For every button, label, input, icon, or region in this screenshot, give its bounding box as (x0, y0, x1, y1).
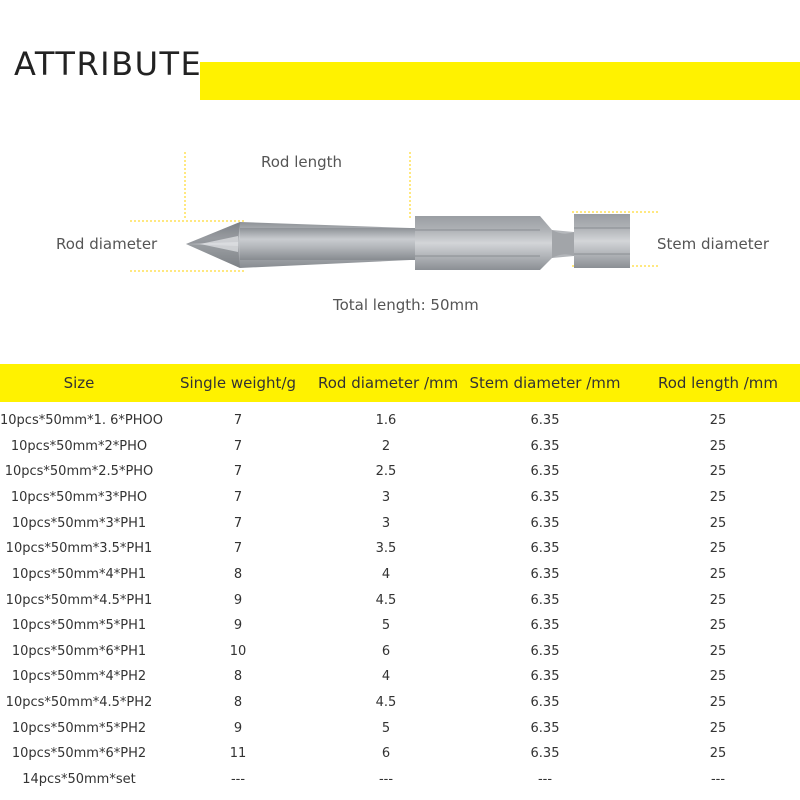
column-header-rod-diameter: Rod diameter /mm (318, 374, 459, 392)
table-row (0, 716, 800, 742)
table-row (0, 613, 800, 639)
table-row (0, 408, 800, 434)
cell-rod-length: 25 (709, 516, 727, 531)
cell-rod-length: 25 (709, 695, 727, 710)
cell-weight: 9 (233, 721, 243, 736)
cell-weight: 9 (233, 618, 243, 633)
cell-stem-diameter: 6.35 (530, 464, 560, 479)
cell-stem-diameter: 6.35 (530, 490, 560, 505)
cell-rod-diameter: 3.5 (375, 541, 397, 556)
table-row (0, 741, 800, 767)
cell-rod-diameter: 4 (381, 669, 391, 684)
table-row (0, 690, 800, 716)
cell-size: 10pcs*50mm*4.5*PH1 (5, 593, 153, 608)
cell-rod-diameter: 2.5 (375, 464, 397, 479)
cell-rod-length: 25 (709, 618, 727, 633)
cell-stem-diameter: 6.35 (530, 721, 560, 736)
cell-rod-diameter: 4.5 (375, 593, 397, 608)
cell-rod-diameter: 1.6 (375, 413, 397, 428)
cell-weight: 7 (233, 439, 243, 454)
cell-rod-length: --- (710, 772, 726, 787)
cell-size: 14pcs*50mm*set (22, 772, 136, 787)
table-row (0, 511, 800, 537)
cell-rod-diameter: 6 (381, 746, 391, 761)
table-row (0, 588, 800, 614)
cell-weight: 11 (229, 746, 247, 761)
cell-size: 10pcs*50mm*6*PH2 (11, 746, 147, 761)
cell-rod-length: 25 (709, 541, 727, 556)
cell-stem-diameter: 6.35 (530, 541, 560, 556)
table-row (0, 767, 800, 793)
cell-stem-diameter: 6.35 (530, 669, 560, 684)
cell-size: 10pcs*50mm*3*PHO (10, 490, 148, 505)
cell-stem-diameter: 6.35 (530, 593, 560, 608)
cell-weight: 7 (233, 413, 243, 428)
cell-weight: 10 (229, 644, 247, 659)
header-accent-bar (200, 62, 800, 100)
cell-size: 10pcs*50mm*4.5*PH2 (5, 695, 153, 710)
cell-stem-diameter: 6.35 (530, 413, 560, 428)
total-length-label: Total length: 50mm (333, 296, 479, 314)
stem-diameter-label: Stem diameter (657, 235, 770, 253)
cell-size: 10pcs*50mm*1. 6*PHOO (0, 413, 163, 428)
cell-stem-diameter: 6.35 (530, 644, 560, 659)
cell-weight: 7 (233, 464, 243, 479)
cell-rod-diameter: 4.5 (375, 695, 397, 710)
rod-length-label: Rod length (261, 153, 343, 171)
table-row (0, 562, 800, 588)
cell-size: 10pcs*50mm*5*PH1 (11, 618, 147, 633)
table-header (0, 364, 800, 402)
cell-weight: 7 (233, 490, 243, 505)
cell-size: 10pcs*50mm*2*PHO (10, 439, 148, 454)
bit-hex-shank (415, 216, 574, 270)
cell-rod-length: 25 (709, 721, 727, 736)
cell-size: 10pcs*50mm*5*PH2 (11, 721, 147, 736)
cell-weight: 7 (233, 516, 243, 531)
cell-rod-length: 25 (709, 490, 727, 505)
cell-rod-length: 25 (709, 644, 727, 659)
cell-stem-diameter: 6.35 (530, 439, 560, 454)
cell-size: 10pcs*50mm*3*PH1 (11, 516, 147, 531)
cell-rod-length: 25 (709, 413, 727, 428)
cell-weight: 8 (233, 669, 243, 684)
cell-rod-length: 25 (709, 746, 727, 761)
column-header-weight: Single weight/g (179, 374, 297, 392)
rod-diameter-label: Rod diameter (56, 235, 158, 253)
column-header-rod-length: Rod length /mm (657, 374, 779, 392)
cell-stem-diameter: 6.35 (530, 695, 560, 710)
cell-rod-length: 25 (709, 593, 727, 608)
bit-rod (240, 228, 415, 260)
column-header-stem-diameter: Stem diameter /mm (469, 374, 621, 392)
cell-weight: --- (230, 772, 246, 787)
table-row (0, 639, 800, 665)
cell-rod-length: 25 (709, 567, 727, 582)
page-title: ATTRIBUTE (14, 45, 203, 83)
cell-stem-diameter: 6.35 (530, 618, 560, 633)
cell-stem-diameter: 6.35 (530, 567, 560, 582)
cell-rod-diameter: 6 (381, 644, 391, 659)
cell-rod-diameter: 3 (381, 516, 391, 531)
cell-rod-length: 25 (709, 669, 727, 684)
bit-hex-end (574, 214, 630, 268)
cell-rod-diameter: 4 (381, 567, 391, 582)
cell-rod-diameter: 5 (381, 721, 391, 736)
table-row (0, 434, 800, 460)
cell-rod-length: 25 (709, 439, 727, 454)
table-row (0, 459, 800, 485)
cell-size: 10pcs*50mm*3.5*PH1 (5, 541, 153, 556)
table-row (0, 536, 800, 562)
cell-rod-diameter: --- (378, 772, 394, 787)
table-row (0, 485, 800, 511)
cell-rod-diameter: 3 (381, 490, 391, 505)
cell-weight: 9 (233, 593, 243, 608)
cell-weight: 8 (233, 695, 243, 710)
cell-weight: 7 (233, 541, 243, 556)
cell-weight: 8 (233, 567, 243, 582)
table-row (0, 664, 800, 690)
cell-size: 10pcs*50mm*6*PH1 (11, 644, 147, 659)
cell-size: 10pcs*50mm*4*PH2 (11, 669, 147, 684)
cell-rod-diameter: 5 (381, 618, 391, 633)
cell-stem-diameter: 6.35 (530, 746, 560, 761)
cell-rod-diameter: 2 (381, 439, 391, 454)
bit-diagram (0, 140, 800, 330)
cell-stem-diameter: 6.35 (530, 516, 560, 531)
cell-rod-length: 25 (709, 464, 727, 479)
cell-size: 10pcs*50mm*2.5*PHO (4, 464, 154, 479)
cell-stem-diameter: --- (537, 772, 553, 787)
cell-size: 10pcs*50mm*4*PH1 (11, 567, 147, 582)
column-header-size: Size (63, 374, 95, 392)
